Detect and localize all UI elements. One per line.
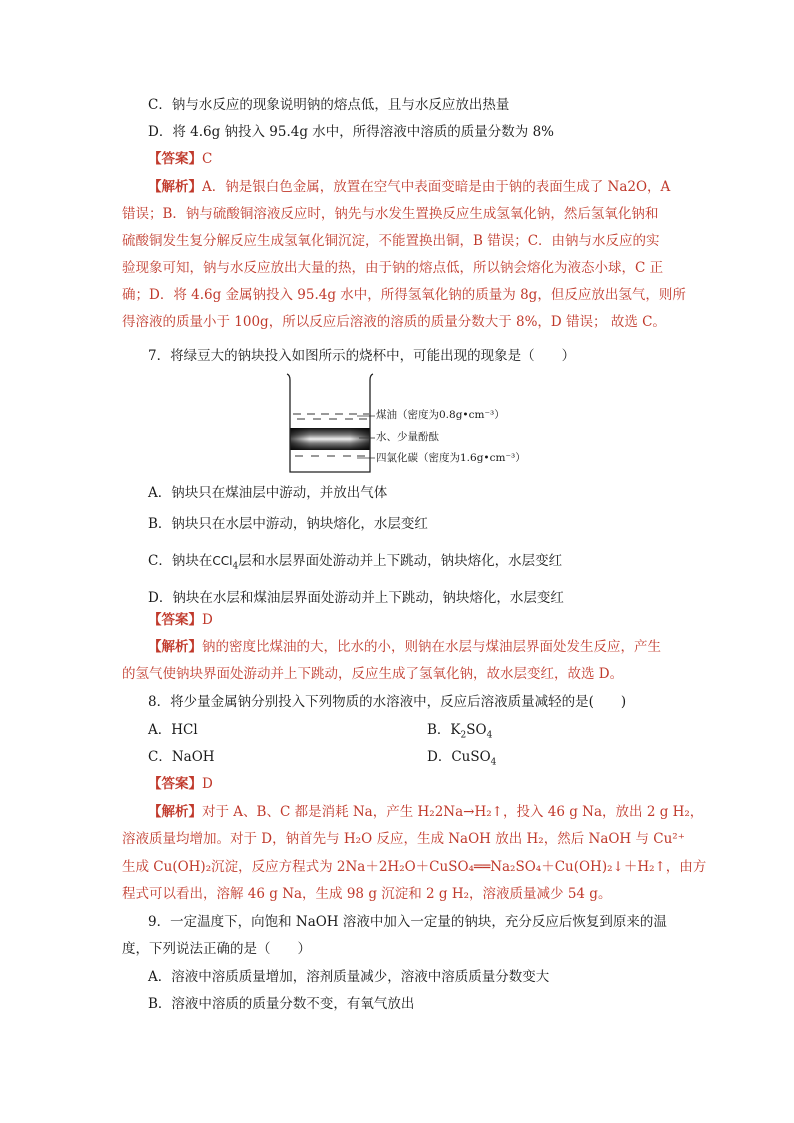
q7-analysis-line-2: 的氢气使钠块界面处游动并上下跳动，反应生成了氢氧化钠，故水层变红，故选 D。: [122, 666, 624, 682]
q8-analysis-line-3: 生成 Cu(OH)₂沉淀，反应方程式为 2Na＋2H₂O＋CuSO₄══Na₂SO₄＋Cu(OH)₂↓＋H₂↑，由方: [122, 859, 707, 875]
beaker-outline: [287, 374, 373, 472]
q7-analysis-line-1: 【解析】钠的密度比煤油的大，比水的小，则钠在水层与煤油层界面处发生反应，产生: [148, 639, 661, 655]
q7-option-c: C．钠块在CCl$_4$层和水层界面处游动并上下跳动，钠块熔化，水层变红: [148, 553, 563, 572]
q7-option-b: B．钠块只在水层中游动，钠块熔化，水层变红: [148, 516, 428, 532]
q6-analysis-line-2: 错误；B．钠与硫酸铜溶液反应时，钠先与水发生置换反应生成氢氧化钠，然后氢氧化钠和: [122, 206, 659, 222]
q6-analysis-line-5: 确；D．将 4.6g 金属钠投入 95.4g 水中，所得氢氧化钠的质量为 8g，但反应放出氢气，则所: [122, 287, 686, 303]
answer-label: 【答案】: [148, 612, 202, 628]
q8-stem: 8．将少量金属钠分别投入下列物质的水溶液中，反应后溶液质量减轻的是( ): [148, 694, 627, 710]
q6-option-c: C．钠与水反应的现象说明钠的熔点低，且与水反应放出热量: [148, 97, 510, 113]
q8-answer: [148, 774, 213, 794]
q8-option-b: B．$K_2SO_4$: [427, 722, 493, 741]
q6-analysis-line-6: 得溶液的质量小于 100g，所以反应后溶液的溶质的质量分数大于 8%，D 错误； 故选 C。: [122, 314, 666, 330]
q7-option-d: D．钠块在水层和煤油层界面处游动并上下跳动，钠块熔化，水层变红: [148, 590, 564, 606]
q6-analysis-line-4: 验现象可知，钠与水反应放出大量的热，由于钠的熔点低，所以钠会熔化为液态小球，C 正: [122, 260, 664, 276]
q7-option-a: A．钠块只在煤油层中游动，并放出气体: [148, 485, 388, 501]
analysis-label: 【解析】: [148, 639, 202, 655]
label-water: 水、少量酚酞: [376, 431, 439, 443]
q6-option-d: D．将 4.6g 钠投入 95.4g 水中，所得溶液中溶质的质量分数为 8%: [148, 124, 555, 140]
q6-answer: [148, 149, 212, 169]
q8-analysis-line-2: 溶液质量均增加。对于 D，钠首先与 H₂O 反应，生成 NaOH 放出 H₂，然后 NaOH 与 Cu²⁺: [122, 831, 685, 847]
q9-stem-line-1: 9．一定温度下，向饱和 NaOH 溶液中加入一定量的钠块，充分反应后恢复到原来的温: [148, 914, 667, 930]
q7-answer: [148, 610, 213, 630]
label-kerosene: 煤油（密度为0.8g•cm⁻³）: [376, 409, 505, 421]
q8-option-a: A．HCl: [148, 722, 198, 738]
answer-value: C: [202, 151, 213, 167]
analysis-label: 【解析】: [148, 804, 202, 820]
analysis-text: A．钠是银白色金属，放置在空气中表面变暗是由于钠的表面生成了 Na2O，A: [202, 179, 671, 195]
q8-analysis-line-1: 【解析】对于 A、B、C 都是消耗 Na，产生 H₂2Na→H₂↑，投入 46 g Na，放出 2 g H₂，: [148, 804, 704, 820]
q8-option-d: D．CuSO$_4$: [427, 749, 497, 768]
beaker-figure: [285, 372, 375, 476]
analysis-label: 【解析】: [148, 179, 202, 195]
label-ccl4: 四氯化碳（密度为1.6g•cm⁻³）: [376, 452, 526, 464]
answer-value: D: [202, 612, 213, 628]
q7-stem: 7．将绿豆大的钠块投入如图所示的烧杯中，可能出现的现象是（ ）: [148, 348, 576, 364]
q6-analysis-line-3: 硫酸铜发生复分解反应生成氢氧化铜沉淀，不能置换出铜，B 错误；C．由钠与水反应的实: [122, 233, 660, 249]
q9-option-a: A．溶液中溶质质量增加，溶剂质量减少，溶液中溶质质量分数变大: [148, 969, 550, 985]
q6-analysis-line-1: [148, 177, 670, 197]
kerosene-layer: [293, 414, 369, 419]
answer-value: D: [202, 776, 213, 792]
answer-label: 【答案】: [148, 776, 202, 792]
q9-option-b: B．溶液中溶质的质量分数不变，有氧气放出: [148, 996, 415, 1012]
answer-label: 【答案】: [148, 151, 202, 167]
q9-stem-line-2: 度，下列说法正确的是（ ）: [122, 941, 311, 957]
q8-analysis-line-4: 程式可以看出，溶解 46 g Na，生成 98 g 沉淀和 2 g H₂，溶液质量减少 54 g。: [122, 886, 612, 902]
q8-option-c: C．NaOH: [148, 749, 215, 765]
